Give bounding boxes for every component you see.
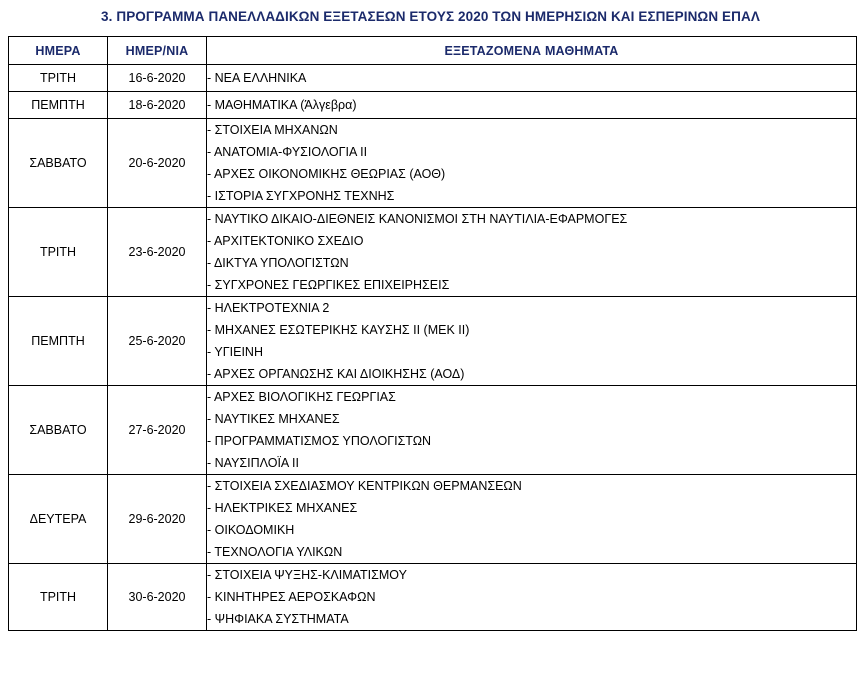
cell-day: ΤΡΙΤΗ [9,208,108,297]
subject-item: - ΑΡΧΕΣ ΒΙΟΛΟΓΙΚΗΣ ΓΕΩΡΓΙΑΣ [207,386,856,408]
table-row [9,386,857,475]
subject-list [207,475,856,563]
subject-list [207,119,856,207]
subject-item: - ΤΕΧΝΟΛΟΓΙΑ ΥΛΙΚΩΝ [207,541,856,563]
cell-subjects [207,119,857,208]
table-header-row [9,37,857,65]
subject-item: - ΣΤΟΙΧΕΙΑ ΨΥΞΗΣ-ΚΛΙΜΑΤΙΣΜΟΥ [207,564,856,586]
cell-date: 27-6-2020 [108,386,207,475]
column-header-date: ΗΜΕΡ/ΝΙΑ [108,37,207,65]
subject-item: - ΚΙΝΗΤΗΡΕΣ ΑΕΡΟΣΚΑΦΩΝ [207,586,856,608]
cell-date: 29-6-2020 [108,475,207,564]
exam-schedule-table [8,36,857,631]
table-row [9,475,857,564]
subject-item: - ΗΛΕΚΤΡΟΤΕΧΝΙΑ 2 [207,297,856,319]
cell-day: ΣΑΒΒΑΤΟ [9,119,108,208]
subject-item: - ΙΣΤΟΡΙΑ ΣΥΓΧΡΟΝΗΣ ΤΕΧΝΗΣ [207,185,856,207]
cell-subjects [207,475,857,564]
cell-day: ΣΑΒΒΑΤΟ [9,386,108,475]
table-row [9,564,857,631]
cell-date: 30-6-2020 [108,564,207,631]
cell-date: 20-6-2020 [108,119,207,208]
cell-subjects [207,92,857,119]
page-title: 3. ΠΡΟΓΡΑΜΜΑ ΠΑΝΕΛΛΑΔΙΚΩΝ ΕΞΕΤΑΣΕΩΝ ΕΤΟΥΣ 2020 ΤΩΝ ΗΜΕΡΗΣΙΩΝ ΚΑΙ ΕΣΠΕΡΙΝΩΝ ΕΠΑΛ [101,9,760,24]
subject-item: - ΨΗΦΙΑΚΑ ΣΥΣΤΗΜΑΤΑ [207,608,856,630]
subject-item: - ΥΓΙΕΙΝΗ [207,341,856,363]
column-header-day: ΗΜΕΡΑ [9,37,108,65]
subject-item: - ΑΡΧΕΣ ΟΡΓΑΝΩΣΗΣ ΚΑΙ ΔΙΟΙΚΗΣΗΣ (ΑΟΔ) [207,363,856,385]
cell-subjects [207,297,857,386]
cell-subjects [207,65,857,92]
cell-date: 23-6-2020 [108,208,207,297]
cell-day: ΤΡΙΤΗ [9,65,108,92]
cell-subjects [207,208,857,297]
subject-item: - ΝΑΥΤΙΚΟ ΔΙΚΑΙΟ-ΔΙΕΘΝΕΙΣ ΚΑΝΟΝΙΣΜΟΙ ΣΤΗ ΝΑΥΤΙΛΙΑ-ΕΦΑΡΜΟΓΕΣ [207,208,856,230]
cell-date: 18-6-2020 [108,92,207,119]
cell-day: ΔΕΥΤΕΡΑ [9,475,108,564]
subject-item: - ΗΛΕΚΤΡΙΚΕΣ ΜΗΧΑΝΕΣ [207,497,856,519]
cell-date: 25-6-2020 [108,297,207,386]
subject-item: - ΣΥΓΧΡΟΝΕΣ ΓΕΩΡΓΙΚΕΣ ΕΠΙΧΕΙΡΗΣΕΙΣ [207,274,856,296]
subject-item: - ΜΑΘΗΜΑΤΙΚΑ (Άλγεβρα) [207,92,856,118]
subject-item: - ΜΗΧΑΝΕΣ ΕΣΩΤΕΡΙΚΗΣ ΚΑΥΣΗΣ ΙΙ (ΜΕΚ ΙΙ) [207,319,856,341]
table-row [9,65,857,92]
cell-day: ΠΕΜΠΤΗ [9,92,108,119]
cell-date: 16-6-2020 [108,65,207,92]
subject-item: - ΣΤΟΙΧΕΙΑ ΣΧΕΔΙΑΣΜΟΥ ΚΕΝΤΡΙΚΩΝ ΘΕΡΜΑΝΣΕΩΝ [207,475,856,497]
cell-day: ΠΕΜΠΤΗ [9,297,108,386]
subject-item: - ΑΡΧΕΣ ΟΙΚΟΝΟΜΙΚΗΣ ΘΕΩΡΙΑΣ (ΑΟΘ) [207,163,856,185]
table-row [9,119,857,208]
subject-list [207,208,856,296]
table-row [9,297,857,386]
subject-item: - ΣΤΟΙΧΕΙΑ ΜΗΧΑΝΩΝ [207,119,856,141]
subject-item: - ΑΡΧΙΤΕΚΤΟΝΙΚΟ ΣΧΕΔΙΟ [207,230,856,252]
subject-item: - ΝΑΥΤΙΚΕΣ ΜΗΧΑΝΕΣ [207,408,856,430]
table-header [9,37,857,65]
subject-list [207,92,856,118]
table-row [9,208,857,297]
cell-subjects [207,564,857,631]
table-body [9,65,857,631]
subject-list [207,297,856,385]
subject-item: - ΑΝΑΤΟΜΙΑ-ΦΥΣΙΟΛΟΓΙΑ ΙΙ [207,141,856,163]
document-page [0,9,861,631]
subject-item: - ΠΡΟΓΡΑΜΜΑΤΙΣΜΟΣ ΥΠΟΛΟΓΙΣΤΩΝ [207,430,856,452]
subject-item: - ΝΑΥΣΙΠΛΟΪΑ ΙΙ [207,452,856,474]
column-header-subjects: ΕΞΕΤΑΖΟΜΕΝΑ ΜΑΘΗΜΑΤΑ [207,37,857,65]
cell-day: ΤΡΙΤΗ [9,564,108,631]
subject-list [207,386,856,474]
subject-item: - ΔΙΚΤΥΑ ΥΠΟΛΟΓΙΣΤΩΝ [207,252,856,274]
subject-item: - ΝΕΑ ΕΛΛΗΝΙΚΑ [207,65,856,91]
table-row [9,92,857,119]
subject-item: - ΟΙΚΟΔΟΜΙΚΗ [207,519,856,541]
subject-list [207,65,856,91]
subject-list [207,564,856,630]
cell-subjects [207,386,857,475]
